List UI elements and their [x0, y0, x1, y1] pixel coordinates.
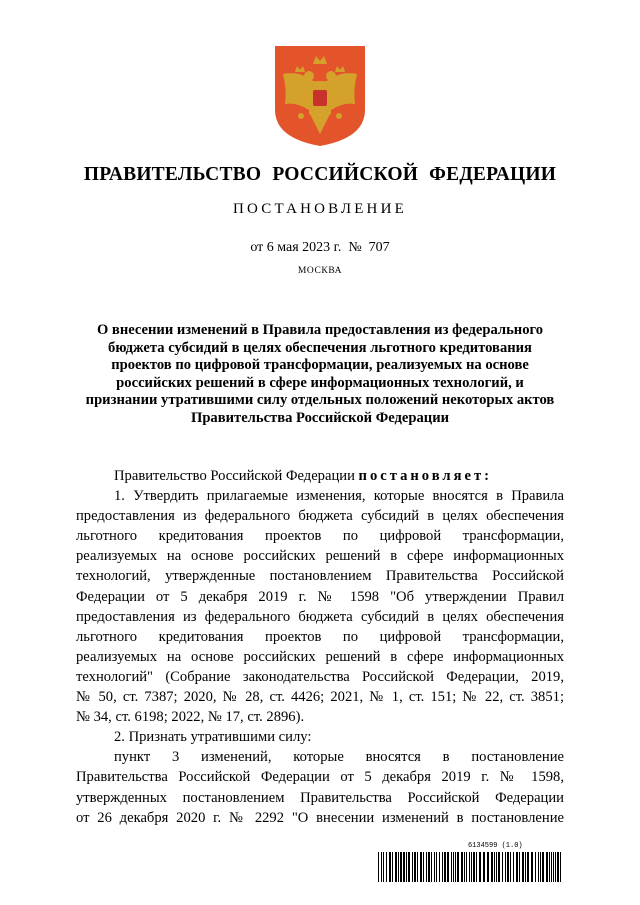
document-body: [76, 466, 564, 828]
body-line: реализуемых на основе российских решений в сфере информационных: [76, 548, 564, 565]
body-line: Федерации от 5 декабря 2019 г. № 1598 "Об утверждении Правил: [76, 588, 564, 605]
document-subject: [62, 322, 578, 428]
barcode: [378, 852, 564, 882]
document-date-number: [0, 240, 640, 256]
government-title: ПРАВИТЕЛЬСТВО РОССИЙСКОЙ ФЕДЕРАЦИИ: [83, 164, 557, 185]
body-line: утвержденных постановлением Правительства Российской Федерации: [76, 789, 564, 806]
subject-line: российских решений в сфере информационных технологий, и: [116, 374, 524, 391]
body-line: предоставления из федерального бюджета субсидий в целях обеспечения: [76, 508, 564, 525]
subject-line: О внесении изменений в Правила предоставления из федерального: [96, 322, 544, 338]
body-line: 1. Утвердить прилагаемые изменения, которые вносятся в Правила: [114, 488, 564, 505]
body-line: технологий" (Собрание законодательства Российской Федерации, 2019,: [76, 668, 564, 685]
date-number-text: от 6 мая 2023 г. № 707: [250, 240, 390, 255]
body-line: льготного кредитования проектов по цифровой трансформации,: [76, 628, 564, 645]
subject-line: бюджета субсидий в целях обеспечения льготного кредитования: [108, 339, 532, 356]
body-line: пункт 3 изменений, которые вносятся в постановление: [114, 749, 564, 766]
intro-text: Правительство Российской Федерации: [114, 468, 355, 484]
subject-line: признании утратившими силу отдельных положений некоторых актов: [85, 392, 555, 409]
body-line: предоставления из федерального бюджета субсидий в целях обеспечения: [76, 608, 564, 625]
document-city: МОСКВА: [297, 266, 343, 276]
intro-line: [76, 466, 564, 486]
document-type: ПОСТАНОВЛЕНИЕ: [233, 201, 407, 217]
coat-of-arms-emblem: [273, 44, 367, 148]
body-line: льготного кредитования проектов по цифровой трансформации,: [76, 528, 564, 545]
subject-line: Правительства Российской Федерации: [190, 409, 450, 426]
subject-line: проектов по цифровой трансформации, реализуемых на основе: [111, 357, 529, 374]
body-line: 2. Признать утратившими силу:: [114, 729, 312, 746]
barcode-number: 6134599 (1.0): [468, 842, 523, 850]
body-line: № 50, ст. 7387; 2020, № 28, ст. 4426; 2021, № 1, ст. 151; № 22, ст. 3851;: [76, 689, 564, 706]
body-line: от 26 декабря 2020 г. № 2292 "О внесении изменений в постановление: [76, 809, 564, 826]
intro-emphasis: постановляет:: [358, 468, 492, 484]
body-line: реализуемых на основе российских решений в сфере информационных: [76, 648, 564, 665]
body-line: технологий, утвержденные постановлением Правительства Российской: [76, 568, 564, 585]
body-line: № 34, ст. 6198; 2022, № 17, ст. 2896).: [76, 709, 305, 726]
body-line: Правительства Российской Федерации от 5 декабря 2019 г. № 1598,: [76, 769, 564, 786]
